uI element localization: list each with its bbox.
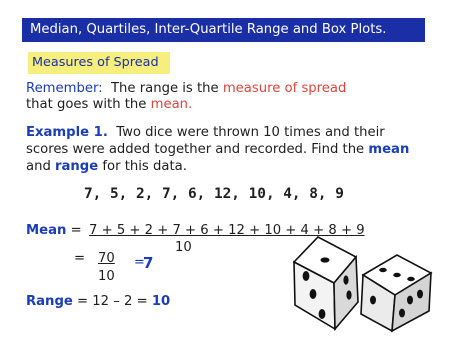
example-text-2: scores were added together and recorded. Find the: [26, 142, 365, 157]
example-label: Example 1.: [26, 125, 108, 140]
mean-denominator: 10: [175, 240, 192, 255]
mean-row: [26, 222, 82, 239]
example-line-2: [26, 141, 409, 158]
example-line-3: [26, 158, 187, 175]
remember-highlight-1: measure of spread: [222, 81, 347, 96]
mean-equals-2: =: [74, 251, 86, 266]
range-row: [26, 293, 170, 310]
example-and: and: [26, 159, 51, 174]
range-label: Range: [26, 294, 73, 309]
example-line-1: [26, 124, 385, 141]
mean-numerator: 7 + 5 + 2 + 7 + 6 + 12 + 10 + 4 + 8 + 9: [89, 223, 365, 238]
remember-highlight-2: mean.: [150, 97, 193, 112]
die-left: [294, 237, 358, 329]
section-subtitle: Measures of Spread: [28, 52, 170, 74]
fraction-denominator: 10: [98, 269, 115, 284]
slide-title: Median, Quartiles, Inter-Quartile Range and Box Plots.: [22, 18, 425, 42]
remember-line-1: [26, 80, 346, 97]
remember-text-1: The range is the: [111, 81, 219, 96]
remember-line-2: [26, 96, 192, 113]
range-expression: = 12 – 2 =: [77, 294, 148, 309]
remember-prefix: Remember:: [26, 81, 103, 96]
mean-equals: =: [70, 223, 82, 238]
data-values: 7, 5, 2, 7, 6, 12, 10, 4, 8, 9: [84, 186, 344, 202]
approx-sign: =: [134, 255, 145, 270]
mean-label: Mean: [26, 223, 67, 238]
fraction-numerator: 70: [98, 251, 115, 266]
dice-illustration: [280, 228, 450, 338]
example-mean-word: mean: [368, 142, 410, 157]
die-right: [361, 255, 431, 331]
mean-result: 7: [143, 254, 154, 272]
remember-text-2: that goes with the: [26, 97, 147, 112]
example-text-1: Two dice were thrown 10 times and their: [116, 125, 385, 140]
example-text-3: for this data.: [102, 159, 187, 174]
range-result: 10: [151, 294, 171, 309]
example-range-word: range: [55, 159, 99, 174]
